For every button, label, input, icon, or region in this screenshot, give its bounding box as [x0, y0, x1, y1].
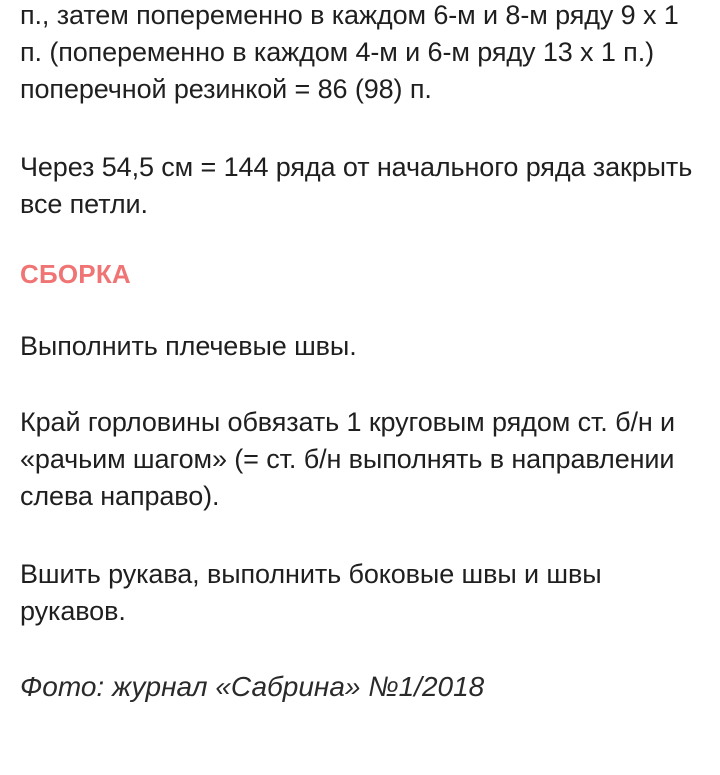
paragraph-shoulder-seams: Выполнить плечевые швы. [20, 331, 357, 361]
section-heading-assembly: СБОРКА [20, 259, 131, 289]
photo-credit: Фото: журнал «Сабрина» №1/2018 [20, 671, 485, 702]
paragraph-decrease-instructions: п., затем попеременно в каждом 6-м и 8-м ряду 9 х 1 п. (попеременно в каждом 4-м и 6-м ряду 13 х 1 п.) поперечной резинкой = 86 (98) п. [20, 0, 679, 104]
paragraph-bind-off: Через 54,5 см = 144 ряда от начального ряда закрыть все петли. [20, 152, 693, 219]
paragraph-neckline-edge: Край горловины обвязать 1 круговым рядом ст. б/н и «рачьим шагом» (= ст. б/н выполнять в направлении слева направо). [20, 407, 676, 511]
paragraph-sew-sleeves: Вшить рукава, выполнить боковые швы и швы рукавов. [20, 559, 602, 626]
